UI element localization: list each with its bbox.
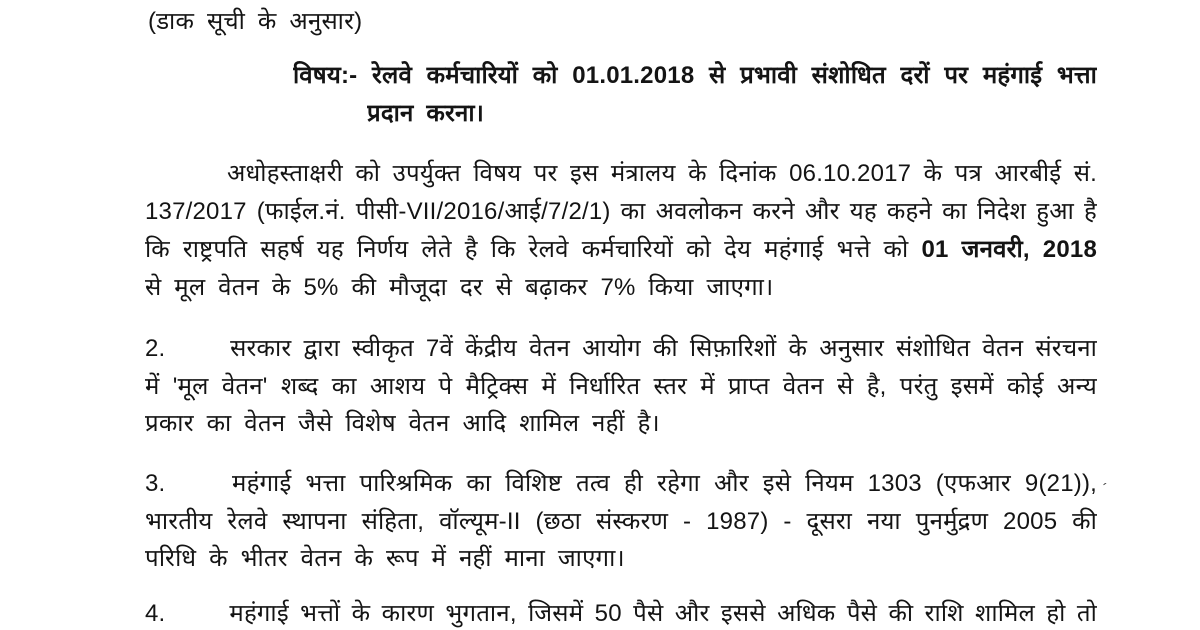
para-2-number: 2.	[145, 335, 166, 362]
para-1-line-3	[145, 232, 1097, 269]
para-1-line-1: अधोहस्ताक्षरी को उपर्युक्त विषय पर इस मंत्रालय के दिनांक 06.10.2017 के पत्र आरबीई सं.	[227, 160, 1097, 187]
para-3-line-1	[145, 466, 1097, 503]
subject-line-1: विषय:- रेलवे कर्मचारियों को 01.01.2018 से प्रभावी संशोधित दरों पर महंगाई भत्ता	[293, 62, 1097, 89]
para-2-line-3: प्रकार का वेतन जैसे विशेष वेतन आदि शामिल नहीं है।	[145, 410, 660, 437]
para-2-line-2: में 'मूल वेतन' शब्द का आशय पे मैट्रिक्स में निर्धारित स्तर में प्राप्त वेतन से है, परंतु इसमें कोई अन्य	[145, 373, 1097, 400]
para-1-line-4: से मूल वेतन के 5% की मौजूदा दर से बढ़ाकर 7% किया जाएगा।	[145, 274, 774, 301]
para-3-number: 3.	[145, 470, 166, 497]
para-3-line-1-text: महंगाई भत्ता पारिश्रमिक का विशिष्ट तत्व ही रहेगा और इसे नियम 1303 (एफआर 9(21)),	[232, 470, 1097, 497]
para-3-line-3: परिधि के भीतर वेतन के रूप में नहीं माना जाएगा।	[145, 545, 625, 572]
para-1-line-2: 137/2017 (फाईल.नं. पीसी-VII/2016/आई/7/2/1) का अवलोकन करने और यह कहने का निदेश हुआ है	[145, 198, 1097, 225]
para-4-line-1	[145, 596, 1097, 630]
distribution-note: (डाक सूची के अनुसार)	[148, 8, 363, 35]
para-2-line-1-text: सरकार द्वारा स्वीकृत 7वें केंद्रीय वेतन आयोग की सिफ़ारिशों के अनुसार संशोधित वेतन संरचना	[230, 335, 1097, 362]
scan-speck-artifact: ´	[1100, 480, 1109, 499]
para-1-line-3-text: कि राष्ट्रपति सहर्ष यह निर्णय लेते है कि रेलवे कर्मचारियों को देय महंगाई भत्ते को	[145, 236, 909, 263]
para-2-line-1	[145, 331, 1097, 368]
para-4-line-1-text: महंगाई भत्तों के कारण भुगतान, जिसमें 50 पैसे और इससे अधिक पैसे की राशि शामिल हो तो	[229, 600, 1097, 627]
para-3-line-2: भारतीय रेलवे स्थापना संहिता, वॉल्यूम-II (छठा संस्करण - 1987) - दूसरा नया पुनर्मुद्रण 2005 की	[145, 508, 1097, 535]
para-4-number: 4.	[145, 600, 166, 627]
para-1-line-3-bold-date: 01 जनवरी, 2018	[921, 236, 1097, 263]
subject-line-2: प्रदान करना।	[367, 100, 485, 127]
